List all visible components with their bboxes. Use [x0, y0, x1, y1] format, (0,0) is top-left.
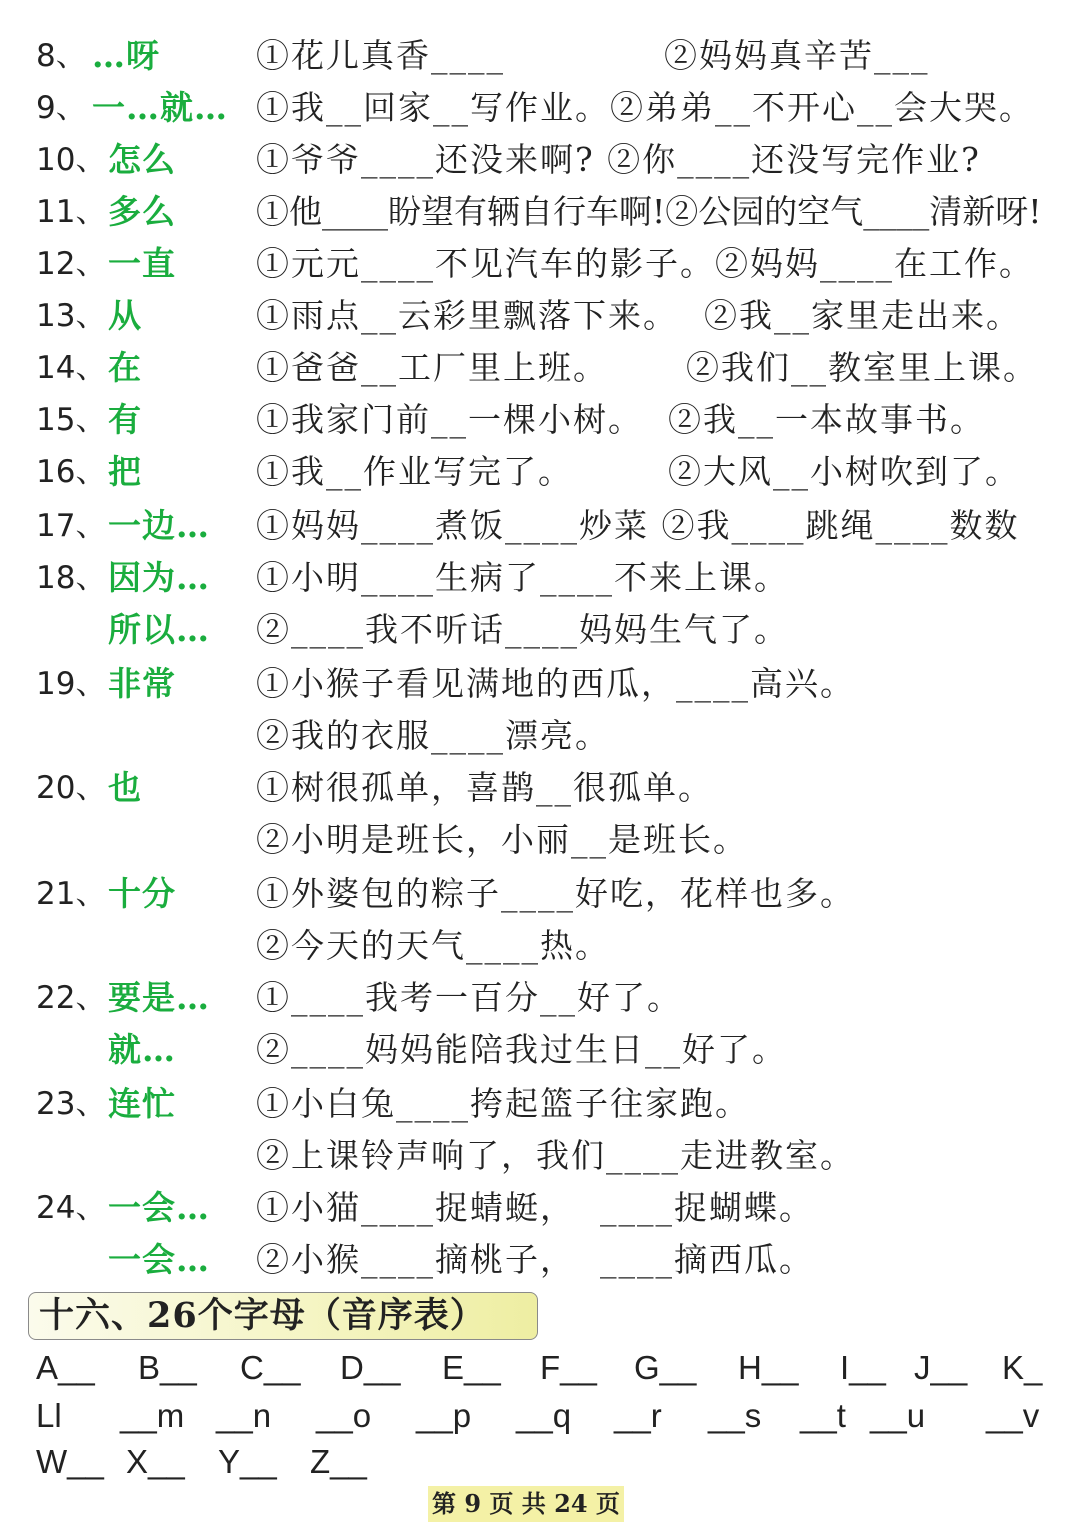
keyword: 也	[108, 768, 142, 807]
sentence-1: ①元元____不见汽车的影子。②妈妈____在工作。	[256, 244, 1034, 283]
sentence-2: ②我__家里走出来。	[704, 296, 1021, 335]
exercise-row-23	[0, 1078, 1080, 1130]
sentence-2: ②上课铃声响了，我们____走进教室。	[256, 1136, 855, 1175]
keyword: 在	[108, 348, 142, 387]
sentence-1: ①小明____生病了____不来上课。	[256, 558, 789, 597]
sentence-1: ①他____盼望有辆自行车啊!②公园的空气____清新呀!	[256, 192, 1042, 231]
exercise-number: 18、	[36, 560, 107, 596]
exercise-row-8	[0, 30, 1080, 82]
section-header	[28, 1292, 538, 1340]
exercise-row-13	[0, 290, 1080, 342]
sentence-1: ①爷爷____还没来啊? ②你____还没写完作业?	[256, 140, 981, 179]
sentence-2: ②我__一本故事书。	[668, 400, 985, 439]
exercise-number: 9、	[36, 90, 87, 126]
sentence-1: ①花儿真香____	[256, 36, 505, 75]
exercise-row-17	[0, 500, 1080, 552]
letter-b: B__	[138, 1349, 197, 1386]
letter-f: F__	[540, 1349, 597, 1386]
sentence-1: ①我家门前__一棵小树。	[256, 400, 643, 439]
letter-t: __t	[800, 1397, 846, 1434]
sentence-1: ①爸爸__工厂里上班。	[256, 348, 608, 387]
exercise-number: 15、	[36, 402, 107, 438]
keyword: 就…	[108, 1030, 176, 1069]
sentence-2: ②妈妈真辛苦___	[664, 36, 930, 75]
exercise-number: 10、	[36, 142, 107, 178]
exercise-row-16	[0, 446, 1080, 498]
exercise-row-24b	[0, 1234, 1080, 1286]
exercise-row-12	[0, 238, 1080, 290]
keyword: 把	[108, 452, 142, 491]
exercise-number: 17、	[36, 508, 107, 544]
exercise-number: 21、	[36, 876, 107, 912]
letter-l: Ll	[36, 1397, 62, 1434]
letter-j: J__	[914, 1349, 968, 1386]
sentence-2: ②小明是班长，小丽__是班长。	[256, 820, 748, 859]
sentence-1: ①小猫____捉蜻蜓，	[256, 1188, 575, 1227]
exercise-row-18	[0, 552, 1080, 604]
sentence-1: ①小白兔____挎起篮子往家跑。	[256, 1084, 750, 1123]
sentence-2-continued: ____摘西瓜。	[600, 1240, 814, 1279]
keyword: 怎么	[108, 140, 176, 179]
letter-u: __u	[870, 1397, 926, 1434]
exercise-row-20	[0, 762, 1080, 814]
keyword: 一直	[108, 244, 176, 283]
exercise-row-15	[0, 394, 1080, 446]
sentence-2: ②今天的天气____热。	[256, 926, 610, 965]
exercise-number: 12、	[36, 246, 107, 282]
letter-k: K_	[1002, 1349, 1043, 1386]
letter-n: __n	[216, 1397, 272, 1434]
keyword: 从	[108, 296, 142, 335]
letter-z: Z__	[310, 1443, 367, 1480]
keyword: 一…就…	[92, 88, 228, 127]
letter-s: __s	[708, 1397, 762, 1434]
exercise-row-20b	[0, 814, 1080, 866]
letter-w: W__	[36, 1443, 104, 1480]
keyword: 所以…	[108, 610, 210, 649]
keyword: 有	[108, 400, 142, 439]
exercise-row-23b	[0, 1130, 1080, 1182]
keyword: 因为…	[108, 558, 210, 597]
sentence-1: ①树很孤单，喜鹊__很孤单。	[256, 768, 713, 807]
exercise-number: 20、	[36, 770, 107, 806]
letter-q: __q	[516, 1397, 572, 1434]
sentence-1: ①雨点__云彩里飘落下来。	[256, 296, 678, 335]
page-footer: 第 9 页 共 24 页	[428, 1486, 624, 1522]
sentence-2: ②小猴____摘桃子，	[256, 1240, 575, 1279]
keyword: …呀	[92, 36, 160, 75]
section-title: 十六、26个字母（音序表）	[39, 1295, 486, 1336]
exercise-number: 22、	[36, 980, 107, 1016]
letter-r: __r	[614, 1397, 662, 1434]
keyword: 一会…	[108, 1188, 210, 1227]
exercise-row-19b	[0, 710, 1080, 762]
sentence-1: ①我__回家__写作业。②弟弟__不开心__会大哭。	[256, 88, 1034, 127]
exercise-row-24	[0, 1182, 1080, 1234]
exercise-number: 24、	[36, 1190, 107, 1226]
exercise-number: 11、	[36, 194, 107, 230]
keyword: 一边…	[108, 506, 210, 545]
sentence-1: ①小猴子看见满地的西瓜，____高兴。	[256, 664, 855, 703]
sentence-1: ①外婆包的粽子____好吃，花样也多。	[256, 874, 855, 913]
exercise-number: 19、	[36, 666, 107, 702]
keyword: 多么	[108, 192, 176, 231]
sentence-2: ②我的衣服____漂亮。	[256, 716, 610, 755]
sentence-1: ①我__作业写完了。	[256, 452, 573, 491]
letter-v: __v	[986, 1397, 1040, 1434]
keyword: 一会…	[108, 1240, 210, 1279]
sentence-1: ①妈妈____煮饭____炒菜 ②我____跳绳____数数	[256, 506, 1020, 545]
keyword: 连忙	[108, 1084, 176, 1123]
exercise-number: 14、	[36, 350, 107, 386]
exercise-number: 23、	[36, 1086, 107, 1122]
exercise-row-22b	[0, 1024, 1080, 1076]
exercise-row-10	[0, 134, 1080, 186]
exercise-row-11	[0, 186, 1080, 238]
sentence-2: ②我们__教室里上课。	[686, 348, 1038, 387]
exercise-number: 13、	[36, 298, 107, 334]
letter-o: __o	[316, 1397, 372, 1434]
sentence-1-continued: ____捉蝴蝶。	[600, 1188, 814, 1227]
keyword: 要是…	[108, 978, 210, 1017]
letter-p: __p	[416, 1397, 472, 1434]
exercise-row-21b	[0, 920, 1080, 972]
letter-a: A__	[36, 1349, 95, 1386]
letter-e: E__	[442, 1349, 501, 1386]
sentence-1: ①____我考一百分__好了。	[256, 978, 682, 1017]
exercise-row-9	[0, 82, 1080, 134]
letter-i: I__	[840, 1349, 886, 1386]
sentence-2: ②____我不听话____妈妈生气了。	[256, 610, 789, 649]
exercise-row-14	[0, 342, 1080, 394]
exercise-row-21	[0, 868, 1080, 920]
letter-c: C__	[240, 1349, 301, 1386]
letter-h: H__	[738, 1349, 799, 1386]
exercise-row-19	[0, 658, 1080, 710]
exercise-row-18b	[0, 604, 1080, 656]
exercise-number: 8、	[36, 38, 87, 74]
sentence-2: ②____妈妈能陪我过生日__好了。	[256, 1030, 787, 1069]
letter-x: X__	[126, 1443, 185, 1480]
keyword: 非常	[108, 664, 176, 703]
exercise-number: 16、	[36, 454, 107, 490]
letter-y: Y__	[218, 1443, 277, 1480]
sentence-2: ②大风__小树吹到了。	[668, 452, 1020, 491]
letter-g: G__	[634, 1349, 697, 1386]
letter-d: D__	[340, 1349, 401, 1386]
letter-m: __m	[120, 1397, 185, 1434]
exercise-row-22	[0, 972, 1080, 1024]
keyword: 十分	[108, 874, 176, 913]
